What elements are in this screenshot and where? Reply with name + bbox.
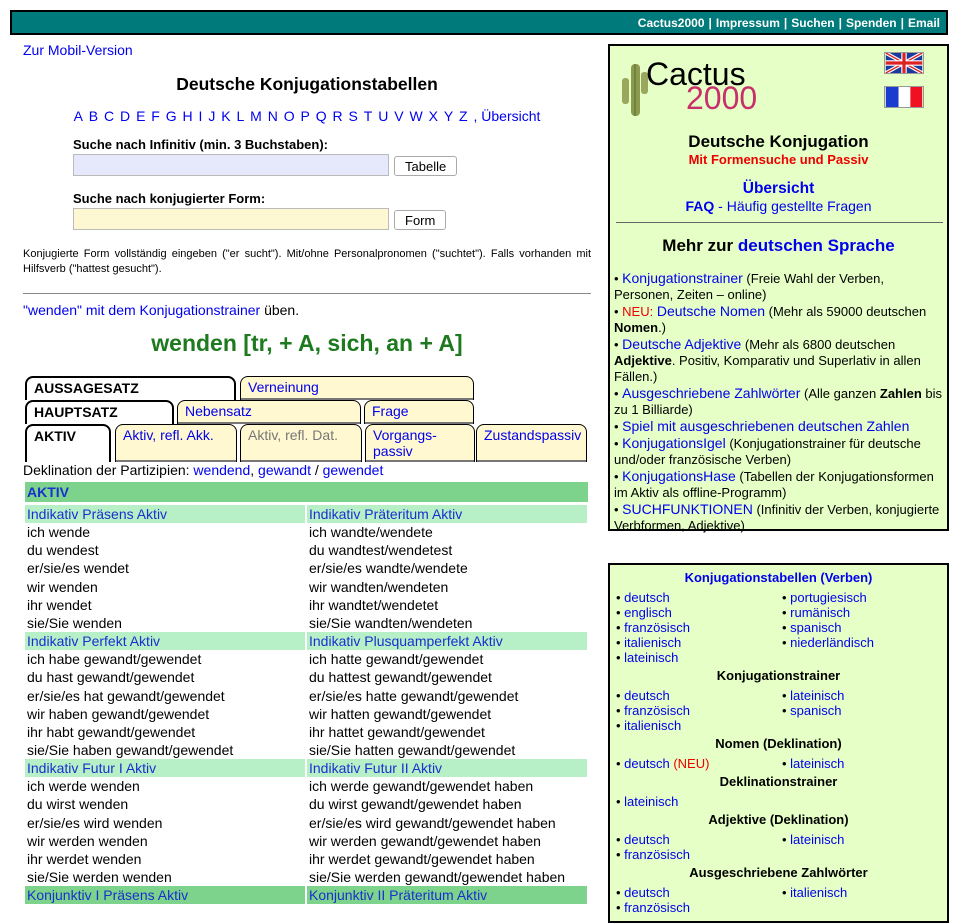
zahl-right: • italienisch — [782, 885, 848, 900]
alphabet-letter-s[interactable]: S — [348, 108, 358, 124]
more-language-link[interactable]: deutschen Sprache — [737, 236, 895, 255]
conjugation-row: sie/Sie hatten gewandt/gewendet — [309, 742, 516, 759]
tab-hauptsatz[interactable]: HAUPTSATZ — [25, 400, 174, 424]
logo-text-2000: 2000 — [686, 80, 758, 116]
language-item: • lateinisch — [782, 688, 845, 703]
faq-suffix-link[interactable]: - Häufig gestellte Fragen — [714, 198, 872, 214]
search-form-label: Suche nach konjugierter Form: — [73, 191, 266, 206]
search-hint: Konjugierte Form vollständig eingeben ("er sucht"). Mit/ohne Personalpronomen ("suchtet"). Falls vorhanden mit Hilfsverb ("hattest gesucht"). — [23, 248, 591, 275]
language-item: • portugiesisch — [782, 590, 867, 605]
conjugation-row: wir hatten gewandt/gewendet — [309, 705, 492, 722]
resource-tail: .) — [658, 320, 667, 335]
sidebar-overview — [610, 180, 947, 198]
alphabet-letter-t[interactable]: T — [363, 108, 373, 124]
conjugation-row: sie/Sie wenden — [27, 614, 122, 631]
resource-link[interactable]: Deutsche Adjektive — [622, 336, 742, 352]
trainer-link[interactable]: "wenden" mit dem Konjugationstrainer — [23, 302, 261, 318]
tab-zustandspassiv[interactable] — [476, 424, 587, 462]
alphabet-letter-h[interactable]: H — [182, 108, 193, 124]
trainer-right-list — [782, 688, 844, 718]
language-link[interactable]: deutsch — [624, 832, 670, 847]
tab-aktiv-refl-akk-label[interactable]: Aktiv, refl. Akk. — [123, 427, 214, 443]
logo-text-cactus: Cactus — [646, 56, 746, 92]
language-link[interactable]: italienisch — [624, 635, 682, 650]
tense-header[interactable]: Indikativ Perfekt Aktiv — [25, 632, 305, 650]
resource-link[interactable]: Deutsche Nomen — [656, 303, 766, 319]
alphabet-letter-a[interactable]: A — [73, 108, 83, 124]
conjugation-row: er/sie/es wandte/wendete — [309, 560, 468, 577]
adj-lateinisch-link[interactable]: lateinisch — [790, 832, 845, 847]
alphabet-letter-k[interactable]: K — [221, 108, 231, 124]
nomen-right: • lateinisch — [782, 756, 845, 771]
language-link[interactable]: lateinisch — [624, 650, 679, 665]
resource-item: • Konjugationstrainer (Freie Wahl der Verben, Personen, Zeiten – online) — [614, 270, 884, 302]
fr-flag-icon[interactable] — [884, 86, 924, 108]
participle-link-2[interactable]: gewandt — [258, 462, 311, 478]
nav-email[interactable]: Email — [907, 15, 940, 30]
resource-bold: Zahlen — [879, 386, 922, 401]
nomen-lateinisch-link[interactable]: lateinisch — [790, 756, 845, 771]
tab-vorgangspassiv-label[interactable] — [373, 427, 437, 459]
nav-cactus2000[interactable]: Cactus2000 — [637, 15, 705, 30]
language-item: • deutsch — [616, 688, 670, 703]
conjugation-row: er/sie/es hatte gewandt/gewendet — [309, 687, 519, 704]
tab-vorgangspassiv-line2: passiv — [373, 443, 413, 459]
more-prefix: Mehr zur — [662, 236, 738, 255]
tab-nebensatz[interactable] — [177, 400, 361, 424]
conjugation-row: er/sie/es wird wenden — [27, 814, 163, 831]
tab-aktiv-refl-dat[interactable] — [240, 424, 362, 462]
language-item: • deutsch — [616, 832, 670, 847]
language-link[interactable]: deutsch — [624, 590, 670, 605]
language-link[interactable]: spanisch — [790, 620, 842, 635]
resource-item: • Spiel mit ausgeschriebenen deutschen Zahlen — [614, 418, 910, 434]
tabelle-button[interactable]: Tabelle — [394, 156, 457, 176]
language-item: • französisch — [616, 900, 690, 915]
alphabet-letter-m[interactable]: M — [250, 108, 262, 124]
conjugation-row: du wendest — [27, 542, 99, 559]
trainer-left-list — [616, 688, 690, 733]
sidebar-faq — [610, 198, 947, 214]
adj-right: • lateinisch — [782, 832, 845, 847]
alphabet-letter-j[interactable]: J — [208, 108, 216, 124]
tense-header[interactable]: Indikativ Präsens Aktiv — [25, 505, 305, 523]
conjugation-row: wir werden gewandt/gewendet haben — [309, 832, 541, 849]
language-link[interactable]: portugiesisch — [790, 590, 867, 605]
alphabet-letter-o[interactable]: O — [283, 108, 295, 124]
adj-title: Adjektive (Deklination) — [708, 812, 849, 827]
alphabet-letter-l[interactable]: L — [236, 108, 245, 124]
dekl-lateinisch-link[interactable]: lateinisch — [624, 794, 679, 809]
dekl-title: Deklinationstrainer — [719, 774, 838, 789]
language-link[interactable]: französisch — [624, 620, 690, 635]
conjugation-row: du wandtest/wendetest — [309, 542, 453, 559]
conjugation-row: ich wandte/wendete — [309, 524, 433, 540]
tab-verneinung-label[interactable]: Verneinung — [248, 379, 319, 395]
divider — [23, 293, 591, 294]
language-link[interactable]: französisch — [624, 847, 690, 862]
resource-tail: bis zu 1 Billiarde) — [614, 386, 943, 417]
resource-desc: (Freie Wahl der Verben, Personen, Zeiten – online) — [614, 271, 884, 302]
resource-item: • KonjugationsIgel (Konjugationstrainer für deutsche und/oder französische Verben) — [614, 435, 921, 467]
conjugation-row: ich wende — [27, 524, 91, 540]
aktiv-section-header: AKTIV — [25, 482, 588, 502]
conjugation-row: du hast gewandt/gewendet — [27, 669, 195, 686]
language-item: • lateinisch — [616, 650, 679, 665]
alphabet-letter-x[interactable]: X — [428, 108, 438, 124]
resource-desc: (Alle ganzen — [800, 386, 880, 401]
conjugation-row: du wirst gewandt/gewendet haben — [309, 796, 522, 813]
alphabet-letter-u[interactable]: U — [378, 108, 389, 124]
language-link[interactable]: italienisch — [624, 718, 682, 733]
language-item: • italienisch — [616, 635, 682, 650]
sidebar-heading: Deutsche Konjugation — [688, 132, 869, 151]
conjugation-row: ihr wandtet/wendetet — [309, 596, 439, 613]
language-link[interactable]: deutsch — [624, 688, 670, 703]
alphabet-letter-n[interactable]: N — [267, 108, 278, 124]
resource-desc: (Konjugationstrainer für deutsche und/oder französische Verben) — [614, 436, 921, 467]
resource-link[interactable]: SUCHFUNKTIONEN — [622, 501, 753, 517]
conjugation-row: ihr werdet gewandt/gewendet haben — [309, 851, 535, 867]
sidebar-box-main — [608, 44, 949, 531]
search-infinitive-label: Suche nach Infinitiv (min. 3 Buchstaben): — [73, 137, 328, 152]
faq-link[interactable]: FAQ — [685, 198, 715, 214]
alphabet-letter-z[interactable]: Z — [459, 108, 468, 124]
resource-desc: (Mehr als 6800 deutschen — [741, 337, 896, 352]
nav-spenden[interactable]: Spenden — [845, 15, 897, 30]
language-item: • niederländisch — [782, 635, 875, 650]
tab-aktiv-refl-dat-label[interactable]: Aktiv, refl. Dat. — [248, 427, 338, 443]
conjugation-row: ihr hattet gewandt/gewendet — [309, 723, 485, 740]
tab-aktiv-refl-akk[interactable] — [115, 424, 237, 462]
tense-header[interactable]: Indikativ Futur II Aktiv — [307, 759, 587, 777]
resource-desc: (Mehr als 59000 deutschen — [765, 304, 927, 319]
alphabet-letter-w[interactable]: W — [409, 108, 423, 124]
conjugation-row: er/sie/es wendet — [27, 560, 129, 577]
sidebar-divider — [616, 222, 943, 223]
resource-link[interactable]: Ausgeschriebene Zahlwörter — [622, 385, 801, 401]
language-item: • französisch — [616, 620, 690, 635]
alphabet-letter-v[interactable]: V — [394, 108, 404, 124]
language-link[interactable]: niederländisch — [790, 635, 875, 650]
alphabet-letter-y[interactable]: Y — [443, 108, 454, 124]
language-link[interactable]: rumänisch — [790, 605, 851, 620]
tab-verneinung[interactable] — [240, 376, 474, 400]
resource-link[interactable]: KonjugationsIgel — [622, 435, 726, 451]
alphabet-letter-b[interactable]: B — [88, 108, 99, 124]
conjugation-row: wir haben gewandt/gewendet — [27, 705, 210, 722]
resource-item: • SUCHFUNKTIONEN (Infinitiv der Verben, konjugierte Verbformen, Adjektive) — [614, 501, 940, 533]
nomen-new-badge: (NEU) — [669, 756, 710, 771]
language-link[interactable]: französisch — [624, 900, 690, 915]
zahl-title: Ausgeschriebene Zahlwörter — [689, 865, 868, 880]
nav-impressum[interactable]: Impressum — [715, 15, 780, 30]
alphabet-overview-link[interactable]: , Übersicht — [473, 108, 541, 124]
nav-separator: | — [900, 15, 904, 30]
alphabet-letter-p[interactable]: P — [300, 108, 310, 124]
language-link[interactable]: französisch — [624, 703, 690, 718]
tab-nebensatz-label[interactable]: Nebensatz — [185, 403, 252, 419]
tab-vorgangspassiv-line1: Vorgangs- — [373, 427, 437, 443]
alphabet-nav — [23, 108, 591, 124]
conjugation-row: sie/Sie werden wenden — [27, 869, 172, 886]
participle-line: Deklination der Partizipien: wendend, gewandt / gewendet — [23, 462, 384, 478]
participle-link-1[interactable]: wendend — [193, 462, 251, 478]
search-infinitive-input[interactable] — [73, 154, 389, 176]
nomen-title: Nomen (Deklination) — [715, 736, 842, 751]
search-form-input[interactable] — [73, 208, 389, 230]
language-item: • französisch — [616, 703, 690, 718]
tab-aussagesatz[interactable]: AUSSAGESATZ — [25, 376, 236, 400]
conjugation-row: sie/Sie haben gewandt/gewendet — [27, 742, 234, 759]
form-button[interactable]: Form — [394, 210, 446, 230]
sidebar-box-languages — [608, 563, 949, 923]
resource-link[interactable]: Spiel mit ausgeschriebenen deutschen Zahlen — [622, 418, 910, 434]
alphabet-letter-e[interactable]: E — [136, 108, 146, 124]
conjugation-row: er/sie/es wird gewandt/gewendet haben — [309, 814, 556, 831]
conjugation-row: ich habe gewandt/gewendet — [27, 651, 202, 668]
conjugation-row: ihr habt gewandt/gewendet — [27, 723, 196, 740]
sidebar-subheading: Mit Formensuche und Passiv — [688, 152, 869, 167]
resource-item: • Ausgeschriebene Zahlwörter (Alle ganzen Zahlen bis zu 1 Billiarde) — [614, 385, 943, 417]
tab-zustandspassiv-label[interactable]: Zustandspassiv — [484, 427, 582, 443]
top-navigation — [10, 10, 948, 35]
resource-item: • Deutsche Adjektive (Mehr als 6800 deutschen Adjektive. Positiv, Komparativ und Superlativ in allen Fällen.) — [614, 336, 921, 384]
nomen-deutsch-link[interactable]: deutsch — [624, 756, 670, 771]
conjugation-row: wir wenden — [27, 578, 98, 595]
conjugation-row: ich hatte gewandt/gewendet — [309, 651, 484, 668]
resource-bold: Nomen — [614, 320, 659, 335]
trainer-suffix: üben. — [260, 302, 300, 318]
tab-frage-label[interactable]: Frage — [372, 403, 409, 419]
nav-separator: | — [783, 15, 788, 30]
adj-left-list — [616, 832, 690, 862]
alphabet-letter-g[interactable]: G — [165, 108, 177, 124]
nav-separator: | — [838, 15, 842, 30]
mobile-version-link[interactable]: Zur Mobil-Version — [23, 42, 133, 58]
alphabet-letter-c[interactable]: C — [104, 108, 115, 124]
conjugation-row: du hattest gewandt/gewendet — [309, 669, 492, 686]
tense-header[interactable]: Indikativ Futur I Aktiv — [25, 759, 305, 777]
language-link[interactable]: englisch — [624, 605, 672, 620]
participle-link-3[interactable]: gewendet — [322, 462, 384, 478]
resource-tail: . Positiv, Komparativ und Superlativ in allen Fällen.) — [614, 353, 921, 384]
conjugation-row: wir wandten/wendeten — [309, 578, 449, 595]
resource-item: • NEU: Deutsche Nomen (Mehr als 59000 deutschen Nomen.) — [614, 303, 927, 335]
conjugation-column-left — [25, 505, 305, 904]
tab-frage[interactable] — [364, 400, 474, 424]
tense-header[interactable]: Indikativ Präteritum Aktiv — [307, 505, 587, 523]
konj-left-list — [616, 590, 690, 665]
zahl-left-list — [616, 885, 690, 915]
language-item: • englisch — [616, 605, 672, 620]
tab-aktiv[interactable]: AKTIV — [25, 424, 111, 462]
language-item: • spanisch — [782, 620, 842, 635]
nomen-left: • deutsch (NEU) — [616, 756, 710, 771]
conjugation-row: ihr werdet wenden — [27, 851, 142, 867]
conjugation-row: er/sie/es hat gewandt/gewendet — [27, 687, 225, 704]
conjugation-row: sie/Sie wandten/wendeten — [309, 614, 473, 631]
conjugation-row: ich werde gewandt/gewendet haben — [309, 778, 534, 795]
resource-bold: Adjektive — [614, 353, 672, 368]
nav-separator: | — [708, 15, 712, 30]
new-badge: NEU: — [622, 304, 654, 319]
resource-link[interactable]: KonjugationsHase — [622, 468, 736, 484]
language-item: • italienisch — [616, 718, 682, 733]
conjugation-row: ihr wendet — [27, 596, 92, 613]
alphabet-letter-i[interactable]: I — [198, 108, 203, 124]
language-item: • spanisch — [782, 703, 842, 718]
tense-header[interactable]: Indikativ Plusquamperfekt Aktiv — [307, 632, 587, 650]
alphabet-letter-f[interactable]: F — [151, 108, 160, 124]
conjugation-row: du wirst wenden — [27, 796, 129, 813]
tense-header[interactable]: Konjunktiv I Präsens Aktiv — [25, 886, 305, 904]
alphabet-letter-d[interactable]: D — [120, 108, 131, 124]
trainer-line — [23, 302, 299, 318]
uk-flag-icon[interactable] — [884, 52, 924, 74]
konj-right-list — [782, 590, 874, 650]
sidebar-more-heading — [610, 236, 947, 256]
tab-vorgangspassiv[interactable] — [365, 424, 475, 462]
conjugation-row: ich werde wenden — [27, 778, 140, 795]
overview-link[interactable]: Übersicht — [742, 180, 815, 197]
language-link[interactable]: deutsch — [624, 885, 670, 900]
language-item: • deutsch — [616, 590, 670, 605]
alphabet-letter-q[interactable]: Q — [315, 108, 327, 124]
language-item: • rumänisch — [782, 605, 851, 620]
resource-list — [614, 270, 944, 534]
language-item: • deutsch — [616, 885, 670, 900]
nav-suchen[interactable]: Suchen — [791, 15, 835, 30]
zahl-italienisch-link[interactable]: italienisch — [790, 885, 848, 900]
language-link[interactable]: lateinisch — [790, 688, 845, 703]
conjugation-column-right — [307, 505, 587, 904]
participle-label: Deklination der Partizipien: — [23, 462, 194, 478]
page-title: Deutsche Konjugationstabellen — [176, 74, 438, 94]
language-link[interactable]: spanisch — [790, 703, 842, 718]
conjugation-row: sie/Sie werden gewandt/gewendet haben — [309, 869, 566, 886]
conjugation-row: wir werden wenden — [27, 832, 148, 849]
alphabet-letter-r[interactable]: R — [332, 108, 343, 124]
dekl-left: • lateinisch — [616, 794, 679, 809]
resource-desc: (Tabellen der Konjugationsformen im Aktiv als offline-Programm) — [614, 469, 934, 500]
resource-link[interactable]: Konjugationstrainer — [622, 270, 743, 286]
verb-heading: wenden [tr, + A, sich, an + A] — [151, 330, 463, 356]
resource-item: • KonjugationsHase (Tabellen der Konjugationsformen im Aktiv als offline-Programm) — [614, 468, 934, 500]
resource-desc: (Infinitiv der Verben, konjugierte Verbformen, Adjektive) — [614, 502, 940, 533]
trainer-title: Konjugationstrainer — [716, 668, 841, 683]
tense-header[interactable]: Konjunktiv II Präteritum Aktiv — [307, 886, 587, 904]
konj-title[interactable]: Konjugationstabellen (Verben) — [684, 570, 873, 585]
language-item: • französisch — [616, 847, 690, 862]
